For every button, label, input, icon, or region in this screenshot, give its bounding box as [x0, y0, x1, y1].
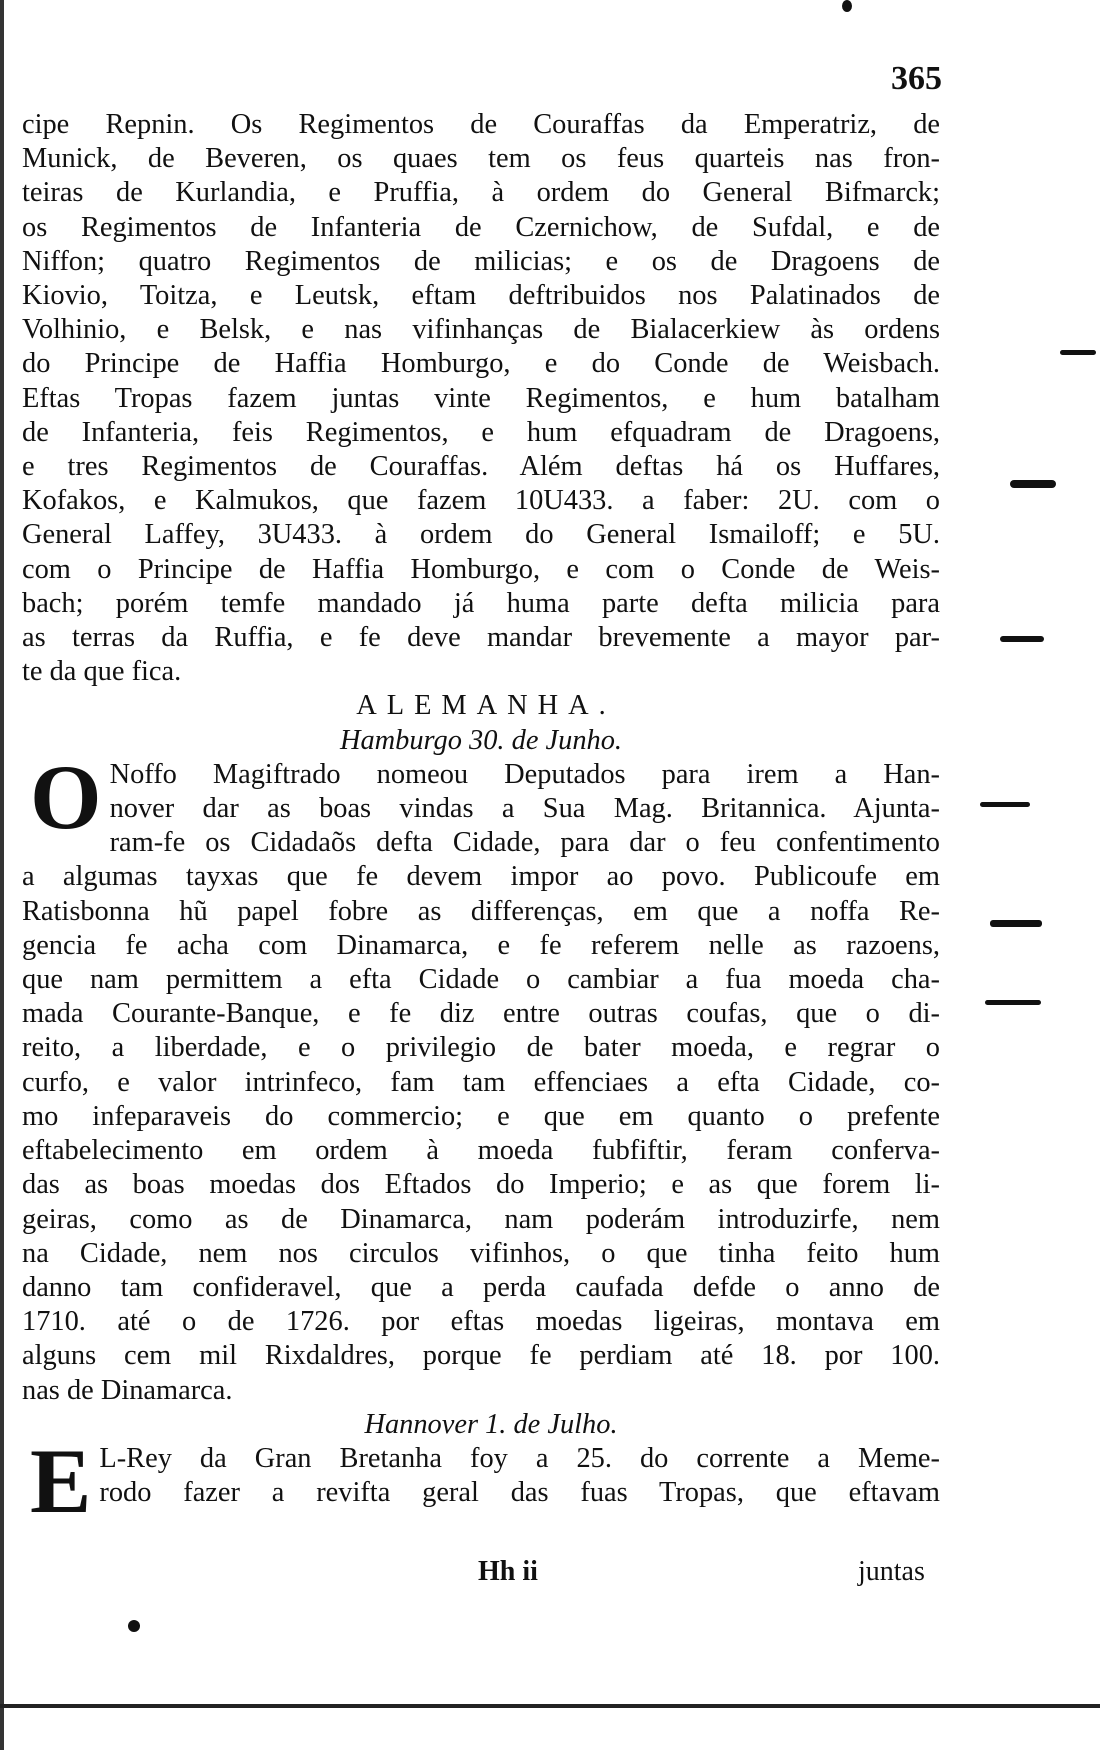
text-line: com o Principe de Haffia Homburgo, e com o Conde de Weis-	[22, 553, 940, 585]
page-number: 365	[891, 60, 942, 97]
text-line: Kiovio, Toitza, e Leutsk, eftam deftribuidos nos Palatinados de	[22, 280, 940, 312]
hamburg-report	[22, 745, 940, 1408]
text-line: de Infanteria, feis Regimentos, e hum efquadram de Dragoens,	[22, 416, 940, 448]
text-line: L-Rey da Gran Bretanha foy a 25. do corrente a Meme-	[99, 1442, 940, 1474]
page-edge-shadow	[0, 0, 4, 1750]
text-line: geiras, como as de Dinamarca, nam poderám introduzirfe, nem	[22, 1203, 940, 1235]
ink-mark	[1010, 480, 1056, 488]
printer-signature: Hh ii	[478, 1556, 538, 1587]
dateline-hamburg: Hamburgo 30. de Junho.	[339, 724, 623, 756]
text-line: nas de Dinamarca.	[22, 1374, 233, 1406]
body-text	[22, 108, 940, 1532]
text-line: que nam permittem a efta Cidade o cambiar a fua moeda cha-	[22, 964, 940, 996]
text-line: Niffon; quatro Regimentos de milicias; e os de Dragoens de	[22, 245, 940, 277]
ink-mark	[990, 920, 1042, 927]
text-line: Kofakos, e Kalmukos, que fazem 10U433. a faber: 2U. com o	[22, 485, 940, 517]
text-line: te da que fica.	[22, 656, 182, 688]
russia-report	[22, 108, 940, 689]
ink-blot	[842, 0, 852, 12]
text-line: eftabelecimento em ordem à moeda fubfiftir, feram conferva-	[22, 1135, 940, 1167]
text-line: bach; porém temfe mandado já huma parte defta milicia para	[22, 587, 940, 619]
text-line: Ratisbonna hũ papel fobre as differenças, em que a noffa Re-	[22, 895, 940, 927]
text-line: danno tam confideravel, que a perda caufada defde o anno de	[22, 1271, 940, 1303]
text-line: curfo, e valor intrinfeco, fam tam effenciaes a efta Cidade, co-	[22, 1066, 940, 1098]
text-line: alguns cem mil Rixdaldres, porque fe perdiam até 18. por 100.	[22, 1340, 940, 1372]
page-bottom-edge	[0, 1704, 1100, 1708]
catchword: juntas	[858, 1556, 925, 1587]
text-line: rodo fazer a revifta geral das fuas Tropas, que eftavam	[99, 1477, 940, 1509]
text-line: Noffo Magiftrado nomeou Deputados para irem a Han-	[109, 758, 940, 790]
section-heading: ALEMANHA.	[356, 690, 616, 722]
text-line: a algumas tayxas que fe devem impor ao povo. Publicoufe em	[22, 861, 940, 893]
text-line: teiras de Kurlandia, e Pruffia, à ordem do General Bifmarck;	[22, 177, 940, 209]
text-line: cipe Repnin. Os Regimentos de Couraffas da Emperatriz, de	[22, 109, 940, 140]
ink-blot	[128, 1620, 140, 1632]
text-line: mo infeparaveis do commercio; e que em quanto o prefente	[22, 1100, 940, 1132]
ink-mark	[1000, 636, 1044, 642]
text-line: General Laffey, 3U433. à ordem do General Ismailoff; e 5U.	[22, 519, 940, 551]
drop-cap: O	[30, 745, 102, 848]
text-line: mada Courante-Banque, e fe diz entre outras coufas, que o di-	[22, 998, 940, 1030]
text-line: das as boas moedas dos Eftados do Imperio; e as que forem li-	[22, 1169, 940, 1201]
text-line: as terras da Ruffia, e fe deve mandar brevemente a mayor par-	[22, 622, 940, 654]
text-line: ram-fe os Cidadaõs defta Cidade, para dar o feu confentimento	[109, 827, 940, 859]
drop-cap: E	[30, 1429, 92, 1532]
text-line: na Cidade, nem nos circulos vifinhos, o que tinha feito hum	[22, 1237, 940, 1269]
text-line: gencia fe acha com Dinamarca, e fe referem nelle as razoens,	[22, 929, 940, 961]
ink-mark	[985, 1000, 1041, 1005]
text-line: Volhinio, e Belsk, e nas vifinhanças de Bialacerkiew às ordens	[22, 314, 940, 346]
text-line: nover dar as boas vindas a Sua Mag. Britannica. Ajunta-	[109, 793, 940, 825]
text-line: 1710. até o de 1726. por eftas moedas ligeiras, montava em	[22, 1306, 940, 1338]
ink-mark	[1060, 350, 1096, 355]
text-line: do Principe de Haffia Homburgo, e do Conde de Weisbach.	[22, 348, 940, 380]
text-line: reito, a liberdade, e o privilegio de bater moeda, e regrar o	[22, 1032, 940, 1064]
hanover-report	[22, 1429, 940, 1532]
text-line: os Regimentos de Infanteria de Czernichow, de Sufdal, e de	[22, 211, 940, 243]
text-line: Munick, de Beveren, os quaes tem os feus quarteis nas fron-	[22, 143, 940, 175]
dateline-hanover: Hannover 1. de Julho.	[364, 1408, 618, 1440]
ink-mark	[980, 802, 1030, 807]
text-line: Eftas Tropas fazem juntas vinte Regimentos, e hum batalham	[22, 382, 940, 414]
text-line: e tres Regimentos de Couraffas. Além deftas há os Huffares,	[22, 451, 940, 483]
